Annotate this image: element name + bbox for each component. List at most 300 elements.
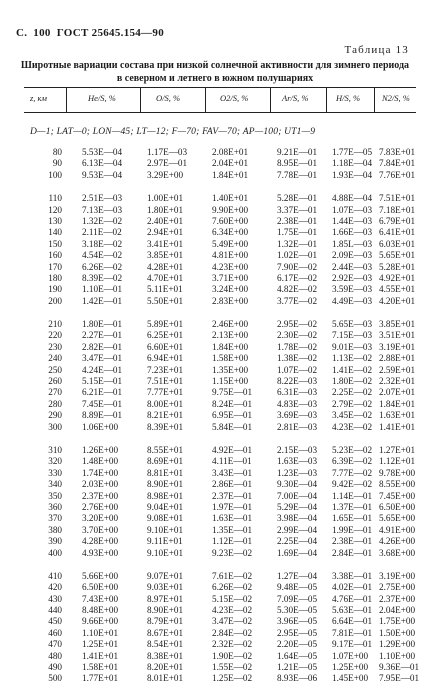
ar-cell: 3.77E—02 bbox=[277, 295, 318, 306]
h-cell: 5.63E—01 bbox=[332, 605, 373, 616]
altitude-cell: 140 bbox=[48, 227, 62, 238]
table-row bbox=[24, 651, 416, 662]
n2-cell: 7.84E+01 bbox=[379, 158, 416, 169]
he-cell: 1.25E+01 bbox=[82, 639, 119, 650]
n2-cell: 4.20E+01 bbox=[379, 295, 416, 306]
o2-cell: 1.25E—02 bbox=[212, 673, 253, 684]
he-cell: 4.28E+00 bbox=[82, 536, 119, 547]
table-row bbox=[24, 262, 416, 273]
table-row bbox=[24, 502, 416, 513]
o2-cell: 7.61E—02 bbox=[212, 570, 253, 581]
column-header-z: z, км bbox=[30, 93, 47, 103]
row-group bbox=[24, 445, 416, 559]
o-cell: 8.54E+01 bbox=[147, 639, 184, 650]
he-cell: 5.15E—01 bbox=[82, 376, 123, 387]
altitude-cell: 270 bbox=[48, 387, 62, 398]
table-row bbox=[24, 250, 416, 261]
ar-cell: 1.23E—03 bbox=[277, 467, 318, 478]
table-row bbox=[24, 673, 420, 684]
o2-cell: 1.12E—01 bbox=[212, 536, 253, 547]
ar-cell: 4.83E—03 bbox=[277, 398, 318, 409]
ar-cell: 1.75E—01 bbox=[277, 227, 318, 238]
he-cell: 8.39E—02 bbox=[82, 272, 123, 283]
h-cell: 1.25E+00 bbox=[332, 662, 369, 673]
table-row bbox=[24, 445, 416, 456]
he-cell: 1.42E—01 bbox=[82, 295, 123, 306]
table-row bbox=[24, 284, 416, 295]
altitude-cell: 420 bbox=[48, 582, 62, 593]
o-cell: 4.70E+01 bbox=[147, 272, 184, 283]
h-cell: 1.77E—05 bbox=[332, 147, 373, 157]
n2-cell: 4.92E+01 bbox=[379, 272, 416, 283]
n2-cell: 1.63E+01 bbox=[379, 410, 416, 421]
n2-cell: 2.07E+01 bbox=[379, 387, 416, 398]
n2-cell: 9.36E—01 bbox=[379, 662, 420, 673]
he-cell: 1.58E+01 bbox=[82, 662, 119, 673]
n2-cell: 2.32E+01 bbox=[379, 376, 416, 387]
altitude-cell: 180 bbox=[48, 272, 62, 283]
table-row bbox=[24, 342, 416, 353]
n2-cell: 6.50E+00 bbox=[379, 501, 416, 512]
h-cell: 1.93E—04 bbox=[332, 169, 373, 180]
he-cell: 4.54E—02 bbox=[82, 250, 123, 261]
o2-cell: 5.49E+00 bbox=[212, 238, 249, 249]
o-cell: 8.67E+01 bbox=[147, 627, 184, 638]
h-cell: 4.88E—04 bbox=[332, 193, 373, 204]
o-cell: 8.79E+01 bbox=[147, 616, 184, 627]
column-header-n2: N2/S, % bbox=[382, 93, 410, 103]
o-cell: 8.00E+01 bbox=[147, 398, 184, 409]
o-cell: 2.40E+01 bbox=[147, 215, 184, 226]
o-cell: 5.11E+01 bbox=[147, 284, 183, 295]
o-cell: 9.11E+01 bbox=[147, 536, 183, 547]
o-cell: 3.85E+01 bbox=[147, 250, 184, 261]
n2-cell: 6.03E+01 bbox=[379, 238, 416, 249]
h-cell: 1.66E—03 bbox=[332, 227, 373, 238]
o2-cell: 1.58E+00 bbox=[212, 353, 249, 364]
ar-cell: 2.25E—04 bbox=[277, 536, 318, 547]
table-row bbox=[24, 571, 416, 582]
o2-cell: 8.24E—01 bbox=[212, 398, 253, 409]
altitude-cell: 470 bbox=[48, 639, 62, 650]
model-conditions: D—1; LAT—0; LON—45; LT—12; F—70; FAV—70; AP—100; UT1—9 bbox=[30, 127, 316, 137]
n2-cell: 6.79E+01 bbox=[379, 215, 416, 226]
table-row bbox=[24, 227, 416, 238]
row-group bbox=[24, 319, 416, 433]
o2-cell: 1.15E+00 bbox=[212, 376, 249, 387]
table-row bbox=[24, 399, 416, 410]
h-cell: 2.25E—02 bbox=[332, 387, 373, 398]
o2-cell: 5.15E—02 bbox=[212, 593, 253, 604]
o2-cell: 2.84E—02 bbox=[212, 627, 253, 638]
table-row bbox=[24, 616, 416, 627]
he-cell: 1.26E+00 bbox=[82, 444, 119, 455]
o-cell: 3.29E+00 bbox=[147, 169, 184, 180]
ar-cell: 2.95E—02 bbox=[277, 319, 318, 330]
o-cell: 9.10E+01 bbox=[147, 547, 184, 558]
n2-cell: 7.95E—01 bbox=[379, 673, 420, 684]
altitude-cell: 260 bbox=[48, 376, 62, 387]
n2-cell: 1.84E+01 bbox=[379, 398, 416, 409]
h-cell: 1.45E+00 bbox=[332, 673, 369, 684]
o-cell: 8.98E+01 bbox=[147, 490, 184, 501]
table-row bbox=[24, 662, 420, 673]
o2-cell: 4.81E+00 bbox=[212, 250, 249, 261]
o-cell: 7.77E+01 bbox=[147, 387, 184, 398]
altitude-cell: 160 bbox=[48, 250, 62, 261]
h-cell: 1.37E—01 bbox=[332, 501, 373, 512]
o-cell: 8.97E+01 bbox=[147, 593, 184, 604]
o2-cell: 1.63E—01 bbox=[212, 513, 253, 524]
h-cell: 1.80E—02 bbox=[332, 376, 373, 387]
o-cell: 8.90E+01 bbox=[147, 605, 184, 616]
table-row bbox=[24, 158, 416, 169]
column-divider bbox=[140, 88, 141, 112]
ar-cell: 1.69E—04 bbox=[277, 547, 318, 558]
row-group bbox=[24, 147, 416, 181]
o2-cell: 6.95E—01 bbox=[212, 410, 253, 421]
o2-cell: 2.32E—02 bbox=[212, 639, 253, 650]
o2-cell: 1.84E+01 bbox=[212, 169, 249, 180]
he-cell: 2.82E—01 bbox=[82, 341, 123, 352]
altitude-cell: 200 bbox=[48, 295, 62, 306]
he-cell: 3.47E—01 bbox=[82, 353, 123, 364]
he-cell: 1.48E+00 bbox=[82, 456, 119, 467]
column-header-o: O/S, % bbox=[156, 93, 181, 103]
altitude-cell: 130 bbox=[48, 215, 62, 226]
o2-cell: 7.60E+00 bbox=[212, 215, 249, 226]
h-cell: 1.41E—02 bbox=[332, 364, 373, 375]
n2-cell: 4.26E+00 bbox=[379, 536, 416, 547]
n2-cell: 3.19E+00 bbox=[379, 570, 416, 581]
o2-cell: 9.75E—01 bbox=[212, 387, 253, 398]
o2-cell: 2.13E+00 bbox=[212, 330, 249, 341]
table-row bbox=[24, 639, 416, 650]
table-body bbox=[24, 147, 420, 697]
table-title: Широтные вариации состава при низкой солнечной активности для зимнего периода в северном и летнего в южном полушариях bbox=[20, 60, 410, 84]
he-cell: 2.27E—01 bbox=[82, 330, 123, 341]
ar-cell: 8.22E—03 bbox=[277, 376, 318, 387]
h-cell: 9.42E—02 bbox=[332, 479, 373, 490]
altitude-cell: 250 bbox=[48, 364, 62, 375]
h-cell: 1.13E—02 bbox=[332, 353, 373, 364]
h-cell: 2.92E—03 bbox=[332, 272, 373, 283]
ar-cell: 7.90E—02 bbox=[277, 261, 318, 272]
column-header-ar: Ar/S, % bbox=[282, 93, 309, 103]
n2-cell: 1.10E+00 bbox=[379, 650, 416, 661]
he-cell: 1.80E—01 bbox=[82, 319, 123, 330]
ar-cell: 2.81E—03 bbox=[277, 421, 318, 432]
he-cell: 3.20E+00 bbox=[82, 513, 119, 524]
he-cell: 5.53E—04 bbox=[82, 147, 123, 157]
h-cell: 9.17E—01 bbox=[332, 639, 373, 650]
table-row bbox=[24, 536, 416, 547]
standard-code: ГОСТ 25645.154—90 bbox=[56, 27, 164, 39]
o2-cell: 2.08E+01 bbox=[212, 147, 249, 157]
n2-cell: 1.12E+01 bbox=[379, 456, 416, 467]
o-cell: 2.94E+01 bbox=[147, 227, 184, 238]
h-cell: 2.09E—03 bbox=[332, 250, 373, 261]
table-row bbox=[24, 170, 416, 181]
table-row bbox=[24, 205, 416, 216]
altitude-cell: 120 bbox=[48, 204, 62, 215]
o-cell: 8.21E+01 bbox=[147, 410, 184, 421]
o2-cell: 2.04E+01 bbox=[212, 158, 249, 169]
table-header bbox=[24, 87, 416, 113]
altitude-cell: 80 bbox=[52, 147, 62, 157]
he-cell: 9.53E—04 bbox=[82, 169, 123, 180]
o2-cell: 2.46E+00 bbox=[212, 319, 249, 330]
o2-cell: 4.23E+00 bbox=[212, 261, 249, 272]
h-cell: 1.85L—03 bbox=[332, 238, 373, 249]
h-cell: 4.49E—03 bbox=[332, 295, 373, 306]
n2-cell: 6.41E+01 bbox=[379, 227, 416, 238]
n2-cell: 3.51E+01 bbox=[379, 330, 416, 341]
altitude-cell: 90 bbox=[52, 158, 62, 169]
table-row bbox=[24, 319, 416, 330]
altitude-cell: 330 bbox=[48, 467, 62, 478]
altitude-cell: 490 bbox=[48, 662, 62, 673]
altitude-cell: 100 bbox=[48, 169, 62, 180]
ar-cell: 3.37E—01 bbox=[277, 204, 318, 215]
altitude-cell: 150 bbox=[48, 238, 62, 249]
o-cell: 6.94E+01 bbox=[147, 353, 184, 364]
n2-cell: 5.65E+00 bbox=[379, 513, 416, 524]
o-cell: 1.00E+01 bbox=[147, 193, 184, 204]
o-cell: 8.01E+01 bbox=[147, 673, 184, 684]
column-divider bbox=[270, 88, 271, 112]
he-cell: 6.21E—01 bbox=[82, 387, 123, 398]
table-row bbox=[24, 594, 416, 605]
table-row bbox=[24, 296, 416, 307]
he-cell: 1.10E+01 bbox=[82, 627, 119, 638]
ar-cell: 8.95E—01 bbox=[277, 158, 318, 169]
he-cell: 1.32E—02 bbox=[82, 215, 123, 226]
altitude-cell: 280 bbox=[48, 398, 62, 409]
h-cell: 7.15E—03 bbox=[332, 330, 373, 341]
ar-cell: 3.98E—04 bbox=[277, 513, 318, 524]
o-cell: 5.89E+01 bbox=[147, 319, 184, 330]
ar-cell: 1.27E—04 bbox=[277, 570, 318, 581]
n2-cell: 1.41E+01 bbox=[379, 421, 416, 432]
ar-cell: 2.99E—04 bbox=[277, 524, 318, 535]
altitude-cell: 450 bbox=[48, 616, 62, 627]
table-row bbox=[24, 216, 416, 227]
he-cell: 7.13E—03 bbox=[82, 204, 123, 215]
ar-cell: 2.20E—05 bbox=[277, 639, 318, 650]
ar-cell: 2.38E—01 bbox=[277, 215, 318, 226]
he-cell: 8.48E+00 bbox=[82, 605, 119, 616]
n2-cell: 7.83E+01 bbox=[379, 147, 416, 157]
o-cell: 9.04E+01 bbox=[147, 501, 184, 512]
o-cell: 1.80E+01 bbox=[147, 204, 184, 215]
o2-cell: 1.55E—02 bbox=[212, 662, 253, 673]
ar-cell: 1.32E—01 bbox=[277, 238, 318, 249]
o-cell: 6.25E+01 bbox=[147, 330, 184, 341]
ar-cell: 7.78E—01 bbox=[277, 169, 318, 180]
ar-cell: 5.30E—05 bbox=[277, 605, 318, 616]
column-divider bbox=[205, 88, 206, 112]
altitude-cell: 460 bbox=[48, 627, 62, 638]
table-row bbox=[24, 353, 416, 364]
altitude-cell: 360 bbox=[48, 501, 62, 512]
he-cell: 1.41E+01 bbox=[82, 650, 119, 661]
n2-cell: 3.85E+01 bbox=[379, 319, 416, 330]
o2-cell: 5.84E—01 bbox=[212, 421, 253, 432]
ar-cell: 8.93E—06 bbox=[277, 673, 318, 684]
ar-cell: 1.02E—01 bbox=[277, 250, 318, 261]
table-row bbox=[24, 387, 416, 398]
n2-cell: 8.55E+00 bbox=[379, 479, 416, 490]
table-row bbox=[24, 628, 416, 639]
table-row bbox=[24, 582, 416, 593]
he-cell: 1.10E—01 bbox=[82, 284, 123, 295]
ar-cell: 1.78E—02 bbox=[277, 341, 318, 352]
n2-cell: 3.68E+00 bbox=[379, 547, 416, 558]
altitude-cell: 430 bbox=[48, 593, 62, 604]
h-cell: 2.79E—02 bbox=[332, 398, 373, 409]
o-cell: 8.55E+01 bbox=[147, 444, 184, 455]
ar-cell: 1.64E—05 bbox=[277, 650, 318, 661]
altitude-cell: 230 bbox=[48, 341, 62, 352]
h-cell: 2.38E—01 bbox=[332, 536, 373, 547]
he-cell: 3.70E+00 bbox=[82, 524, 119, 535]
ar-cell: 5.29E—04 bbox=[277, 501, 318, 512]
h-cell: 1.07E—03 bbox=[332, 204, 373, 215]
ar-cell: 1.38E—02 bbox=[277, 353, 318, 364]
he-cell: 2.11E—02 bbox=[82, 227, 122, 238]
h-cell: 4.23E—02 bbox=[332, 421, 373, 432]
column-divider bbox=[326, 88, 327, 112]
table-row bbox=[24, 525, 416, 536]
row-group bbox=[24, 193, 416, 307]
ar-cell: 6.17E—02 bbox=[277, 272, 318, 283]
o-cell: 8.38E+01 bbox=[147, 650, 184, 661]
he-cell: 2.03E+00 bbox=[82, 479, 119, 490]
ar-cell: 1.07E—02 bbox=[277, 364, 318, 375]
table-row bbox=[24, 410, 416, 421]
column-header-o2: O2/S, % bbox=[220, 93, 249, 103]
altitude-cell: 210 bbox=[48, 319, 62, 330]
altitude-cell: 310 bbox=[48, 444, 62, 455]
altitude-cell: 400 bbox=[48, 547, 62, 558]
n2-cell: 1.75E+00 bbox=[379, 616, 416, 627]
he-cell: 9.66E+00 bbox=[82, 616, 119, 627]
o2-cell: 1.84E+00 bbox=[212, 341, 249, 352]
table-row bbox=[24, 456, 416, 467]
o-cell: 8.90E+01 bbox=[147, 479, 184, 490]
h-cell: 1.14E—01 bbox=[332, 490, 373, 501]
page-header bbox=[16, 27, 170, 39]
o2-cell: 3.71E+00 bbox=[212, 272, 249, 283]
o2-cell: 4.23E—02 bbox=[212, 605, 253, 616]
he-cell: 3.18E—02 bbox=[82, 238, 123, 249]
table-row bbox=[24, 376, 416, 387]
h-cell: 2.84E—01 bbox=[332, 547, 373, 558]
altitude-cell: 190 bbox=[48, 284, 62, 295]
he-cell: 6.26E—02 bbox=[82, 261, 123, 272]
he-cell: 1.77E+01 bbox=[82, 673, 119, 684]
o2-cell: 3.47E—02 bbox=[212, 616, 253, 627]
he-cell: 2.76E+00 bbox=[82, 501, 119, 512]
h-cell: 4.76E—01 bbox=[332, 593, 373, 604]
h-cell: 3.45E—02 bbox=[332, 410, 373, 421]
o2-cell: 4.92E—01 bbox=[212, 444, 253, 455]
table-row bbox=[24, 365, 416, 376]
o-cell: 7.23E+01 bbox=[147, 364, 184, 375]
h-cell: 5.23E—02 bbox=[332, 444, 373, 455]
table-row bbox=[24, 239, 416, 250]
h-cell: 3.59E—03 bbox=[332, 284, 373, 295]
n2-cell: 4.91E+00 bbox=[379, 524, 416, 535]
n2-cell: 2.75E+00 bbox=[379, 582, 416, 593]
o-cell: 6.60E+01 bbox=[147, 341, 184, 352]
h-cell: 7.81E—01 bbox=[332, 627, 373, 638]
ar-cell: 5.28E—01 bbox=[277, 193, 318, 204]
column-divider bbox=[66, 88, 67, 112]
altitude-cell: 380 bbox=[48, 524, 62, 535]
o2-cell: 2.86E—01 bbox=[212, 479, 253, 490]
n2-cell: 5.65E+01 bbox=[379, 250, 416, 261]
n2-cell: 2.37E+00 bbox=[379, 593, 416, 604]
n2-cell: 2.88E+01 bbox=[379, 353, 416, 364]
ar-cell: 3.96E—05 bbox=[277, 616, 318, 627]
ar-cell: 2.30E—02 bbox=[277, 330, 318, 341]
he-cell: 7.45E—01 bbox=[82, 398, 123, 409]
ar-cell: 2.15E—03 bbox=[277, 444, 318, 455]
altitude-cell: 340 bbox=[48, 479, 62, 490]
he-cell: 5.66E+00 bbox=[82, 570, 119, 581]
column-header-h: H/S, % bbox=[336, 93, 361, 103]
h-cell: 6.39E—02 bbox=[332, 456, 373, 467]
o2-cell: 6.26E—02 bbox=[212, 582, 253, 593]
column-divider bbox=[374, 88, 375, 112]
o2-cell: 2.37E—01 bbox=[212, 490, 253, 501]
ar-cell: 1.21E—05 bbox=[277, 662, 318, 673]
n2-cell: 4.55E+01 bbox=[379, 284, 416, 295]
he-cell: 7.43E+00 bbox=[82, 593, 119, 604]
table-row bbox=[24, 147, 416, 158]
he-cell: 4.24E—01 bbox=[82, 364, 123, 375]
o-cell: 7.51E+01 bbox=[147, 376, 184, 387]
table-row bbox=[24, 491, 416, 502]
h-cell: 7.77E—02 bbox=[332, 467, 373, 478]
ar-cell: 9.48E—05 bbox=[277, 582, 318, 593]
o-cell: 3.41E+01 bbox=[147, 238, 184, 249]
altitude-cell: 110 bbox=[48, 193, 62, 204]
n2-cell: 5.28E+01 bbox=[379, 261, 416, 272]
ar-cell: 6.31E—03 bbox=[277, 387, 318, 398]
altitude-cell: 390 bbox=[48, 536, 62, 547]
o-cell: 5.50E+01 bbox=[147, 295, 184, 306]
n2-cell: 1.27E+01 bbox=[379, 444, 416, 455]
ar-cell: 7.00E—04 bbox=[277, 490, 318, 501]
o-cell: 1.17E—03 bbox=[147, 147, 188, 157]
h-cell: 1.18E—04 bbox=[332, 158, 373, 169]
o2-cell: 9.90E+00 bbox=[212, 204, 249, 215]
he-cell: 1.74E+00 bbox=[82, 467, 119, 478]
ar-cell: 9.21E—01 bbox=[277, 147, 318, 157]
n2-cell: 7.76E+01 bbox=[379, 169, 416, 180]
o2-cell: 3.24E+00 bbox=[212, 284, 249, 295]
table-row bbox=[24, 193, 416, 204]
table-row bbox=[24, 422, 416, 433]
o2-cell: 6.34E+00 bbox=[212, 227, 249, 238]
altitude-cell: 370 bbox=[48, 513, 62, 524]
column-header-he: He/S, % bbox=[88, 93, 116, 103]
altitude-cell: 480 bbox=[48, 650, 62, 661]
he-cell: 4.93E+00 bbox=[82, 547, 119, 558]
